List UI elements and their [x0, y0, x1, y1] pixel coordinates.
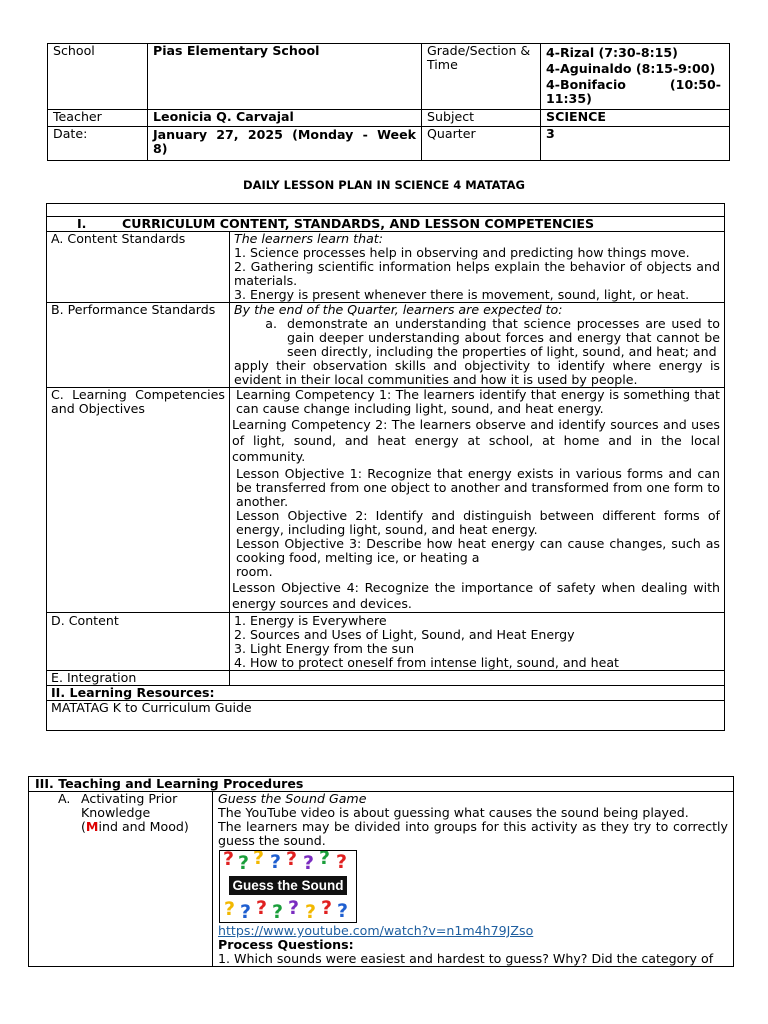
content-label: D. Content [47, 613, 230, 671]
thumbnail-title: Guess the Sound [229, 876, 347, 895]
section-rizal: 4-Rizal (7:30-8:15) [546, 45, 678, 60]
competencies-label-cell [47, 388, 230, 613]
quarter-label: Quarter [422, 127, 541, 161]
mind-and-mood [81, 820, 189, 834]
teacher-value: Leonicia Q. Carvajal [148, 110, 422, 127]
teacher-label: Teacher [48, 110, 148, 127]
question-mark-icon: ? [224, 898, 236, 920]
process-questions-heading: Process Questions: [218, 937, 354, 952]
question-mark-icon: ? [253, 850, 265, 869]
content-standards-cell [230, 232, 725, 303]
mind-letter-m: M [85, 819, 99, 834]
content-cell [230, 613, 725, 671]
question-mark-icon: ? [319, 850, 331, 869]
performance-standards-cell [230, 303, 725, 388]
question-mark-icon: ? [256, 897, 268, 919]
video-link[interactable]: https://www.youtube.com/watch?v=n1m4h79JZso [218, 923, 534, 938]
video-thumbnail[interactable] [219, 850, 357, 923]
lesson-objective-3: Lesson Objective 3: Describe how heat energy can cause changes, such as cooking food, melting ice, or heating a [236, 536, 720, 565]
subject-value: SCIENCE [541, 110, 730, 127]
content-standard-2: 2. Gathering scientific information helps explain the behavior of objects and materials. [234, 259, 720, 288]
mind-rest: ind and Mood) [98, 819, 189, 834]
sections-cell [541, 44, 730, 110]
lesson-objective-1: Lesson Objective 1: Recognize that energy exists in various forms and can be transferred from one object to another and transformed from one form to another. [236, 466, 720, 509]
spacer-row [47, 204, 725, 217]
activating-content-cell [213, 792, 734, 967]
header-table [47, 43, 730, 161]
video-link-wrap [218, 924, 728, 938]
question-mark-icon: ? [288, 897, 300, 919]
school-label: School [48, 44, 148, 110]
question-mark-icon: ? [270, 851, 282, 873]
section-bonifacio: 4-Bonifacio (10:50-11:35) [546, 77, 721, 106]
performance-intro: By the end of the Quarter, learners are expected to: [234, 302, 563, 317]
section-aguinaldo: 4-Aguinaldo (8:15-9:00) [546, 61, 716, 76]
quarter-value: 3 [541, 127, 730, 161]
competencies-label: C. Learning Competencies [51, 387, 225, 402]
section-i-number: I. [77, 216, 87, 231]
activating-letter: A. [58, 791, 71, 806]
competencies-label-2: and Objectives [51, 401, 145, 416]
content-item-2: 2. Sources and Uses of Light, Sound, and Heat Energy [234, 627, 575, 642]
resources-value: MATATAG K to Curriculum Guide [47, 701, 725, 731]
procedures-table [28, 776, 734, 967]
mind-open-paren: ( [81, 819, 86, 834]
subject-label: Subject [422, 110, 541, 127]
game-title: Guess the Sound Game [218, 791, 367, 806]
performance-list [234, 317, 720, 359]
activating-label-line1: Activating Prior [81, 791, 178, 806]
game-description: The YouTube video is about guessing what causes the sound being played. [218, 805, 689, 820]
question-mark-icon: ? [240, 901, 252, 923]
question-mark-icon: ? [238, 852, 250, 874]
content-item-4: 4. How to protect oneself from intense light, sound, and heat [234, 655, 619, 670]
question-mark-icon: ? [305, 901, 317, 923]
grade-section-label: Grade/Section & Time [422, 44, 541, 110]
integration-value [230, 671, 725, 686]
activating-label-line2: Knowledge [81, 805, 151, 820]
activating-label-cell [29, 792, 213, 967]
question-mark-icon: ? [303, 852, 315, 874]
performance-standards-label: B. Performance Standards [47, 303, 230, 388]
content-standards-intro: The learners learn that: [234, 231, 383, 246]
procedures-heading: III. Teaching and Learning Procedures [29, 777, 734, 792]
content-standards-label: A. Content Standards [47, 232, 230, 303]
integration-label: E. Integration [47, 671, 230, 686]
question-mark-icon: ? [286, 850, 298, 870]
content-standard-1: 1. Science processes help in observing and predicting how things move. [234, 245, 690, 260]
performance-tail: apply their observation skills and objectivity to identify where energy is evident in their local communities and how it is used by people. [234, 358, 720, 387]
question-mark-icon: ? [272, 901, 284, 923]
game-grouping: The learners may be divided into groups for this activity as they try to correctly guess the sound. [218, 819, 729, 848]
school-value: Pias Elementary School [148, 44, 422, 110]
section-i-heading [47, 217, 725, 232]
date-label: Date: [48, 127, 148, 161]
section-i-title: CURRICULUM CONTENT, STANDARDS, AND LESSON COMPETENCIES [122, 216, 595, 231]
date-value: January 27, 2025 (Monday - Week 8) [148, 127, 422, 161]
resources-heading: II. Learning Resources: [47, 686, 725, 701]
content-standard-3: 3. Energy is present whenever there is movement, sound, light, or heat. [234, 287, 690, 302]
document-title: DAILY LESSON PLAN IN SCIENCE 4 MATATAG [243, 178, 525, 192]
question-mark-icon: ? [321, 897, 333, 919]
lesson-objective-2: Lesson Objective 2: Identify and distinguish between different forms of energy, including light, sound, and heat energy. [236, 508, 720, 537]
activating-label [58, 792, 207, 834]
question-mark-icon: ? [336, 851, 348, 873]
lesson-objective-4: Lesson Objective 4: Recognize the importance of safety when dealing with energy sources and devices. [232, 580, 720, 611]
content-item-3: 3. Light Energy from the sun [234, 641, 415, 656]
process-question-1: 1. Which sounds were easiest and hardest to guess? Why? Did the category of [218, 952, 714, 966]
learning-competency-2: Learning Competency 2: The learners observe and identify sources and uses of light, sound, and heat energy at school, at home and in the local community. [232, 417, 720, 464]
curriculum-table [46, 203, 725, 731]
lesson-objective-3-end: room. [236, 564, 273, 579]
competencies-cell [230, 388, 725, 613]
question-mark-icon: ? [223, 850, 235, 870]
performance-item-a: a. demonstrate an understanding that science processes are used to gain deeper understanding about forces and energy that cannot be seen directly, including the properties of light, sound, and heat; and [281, 317, 720, 359]
question-mark-icon: ? [337, 900, 349, 922]
learning-competency-1: Learning Competency 1: The learners identify that energy is something that can cause change including light, sound, and heat energy. [236, 387, 720, 416]
content-item-1: 1. Energy is Everywhere [234, 613, 387, 628]
